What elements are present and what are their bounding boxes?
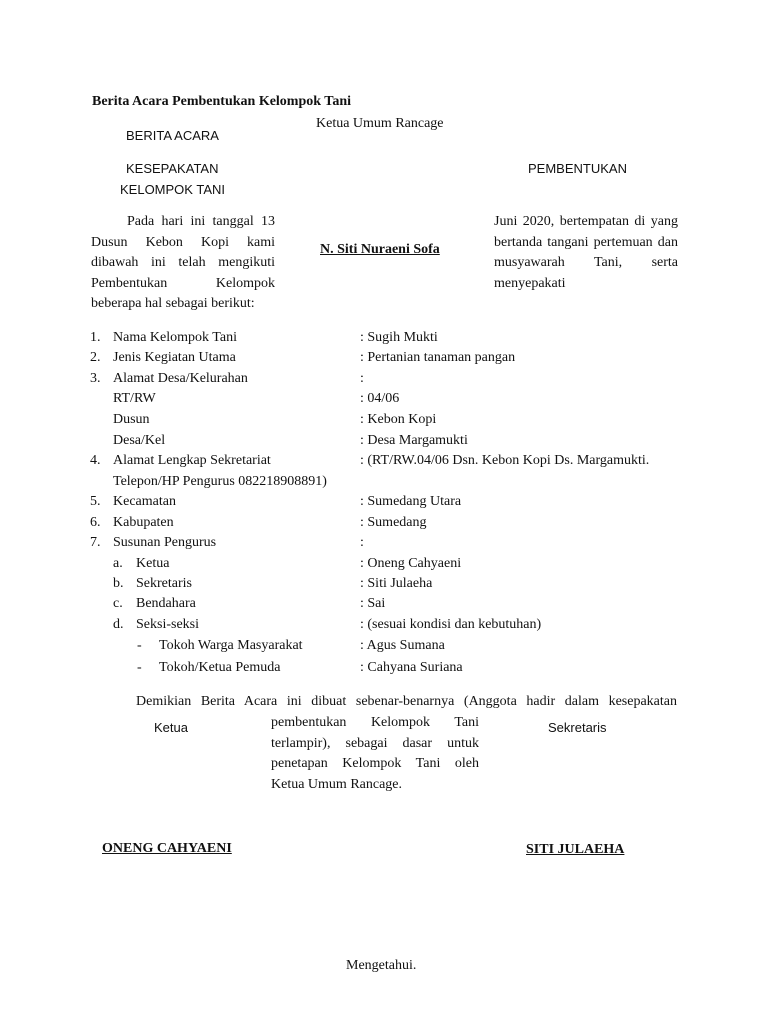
list-item <box>0 474 768 494</box>
item-label: Desa/Kel <box>113 433 166 448</box>
closing-body: pembentukan Kelompok Tani terlampir), sebagai dasar untuk penetapan Kelompok Tani oleh Ketua Umum Rancage. <box>271 715 479 792</box>
item-label: Kabupaten <box>113 515 174 530</box>
pengurus-label: Ketua <box>136 556 170 571</box>
seksi-item <box>0 660 768 680</box>
item-value: : Sumedang Utara <box>360 494 462 509</box>
signature-name-sekretaris: SITI JULAEHA <box>526 842 625 857</box>
item-number: 6. <box>90 515 101 530</box>
pengurus-label: Bendahara <box>136 596 196 611</box>
list-item <box>0 371 768 391</box>
item-number: 2. <box>90 350 101 365</box>
item-label: Nama Kelompok Tani <box>113 330 237 345</box>
item-number: 5. <box>90 494 101 509</box>
closing-line1: Demikian Berita Acara ini dibuat sebenar-benarnya (Anggota hadir dalam kesepakatan <box>136 694 677 709</box>
list-item <box>0 412 768 432</box>
seksi-label: Tokoh Warga Masyarakat <box>159 638 303 653</box>
pengurus-letter: c. <box>113 596 123 611</box>
item-number: 4. <box>90 453 101 468</box>
seksi-value: : Cahyana Suriana <box>360 660 463 675</box>
intro-right-text: Juni 2020, bertempatan di yang bertanda tangani pertemuan dan musyawarah Tani, serta menyepakati <box>494 214 678 291</box>
pengurus-item <box>0 576 768 596</box>
list-item <box>0 515 768 535</box>
item-label: Susunan Pengurus <box>113 535 217 550</box>
list-item <box>0 391 768 411</box>
item-label: Telepon/HP Pengurus 082218908891) <box>113 474 327 489</box>
seksi-value: : Agus Sumana <box>360 638 445 653</box>
item-value: : 04/06 <box>360 391 400 406</box>
seksi-label: Tokoh/Ketua Pemuda <box>159 660 281 675</box>
header-kelompok-tani: KELOMPOK TANI <box>120 182 225 197</box>
pengurus-value: : Sai <box>360 596 386 611</box>
document-title: Berita Acara Pembentukan Kelompok Tani <box>92 94 352 109</box>
item-label: Kecamatan <box>113 494 176 509</box>
pengurus-item <box>0 556 768 576</box>
list-item <box>0 433 768 453</box>
pengurus-letter: d. <box>113 617 124 632</box>
pengurus-value: : Siti Julaeha <box>360 576 433 591</box>
header-pembentukan: PEMBENTUKAN <box>528 161 627 176</box>
list-item <box>0 494 768 514</box>
list-item <box>0 330 768 350</box>
item-value: : Desa Margamukti <box>360 433 468 448</box>
item-number: 3. <box>90 371 101 386</box>
overlay-name-nuraeni: N. Siti Nuraeni Sofa <box>320 242 440 257</box>
mengetahui-label: Mengetahui. <box>346 958 417 973</box>
header-kesepakatan: KESEPAKATAN <box>126 161 219 176</box>
item-value: : (RT/RW.04/06 Dsn. Kebon Kopi Ds. Margamukti. <box>360 453 650 468</box>
seksi-dash: - <box>137 638 142 653</box>
list-item <box>0 350 768 370</box>
pengurus-value: : (sesuai kondisi dan kebutuhan) <box>360 617 542 632</box>
pengurus-item <box>0 617 768 637</box>
intro-left-text: Pada hari ini tanggal 13 Dusun Kebon Kopi kami dibawah ini telah mengikuti Pembentukan Kelompok beberapa hal sebagai berikut: <box>91 214 275 311</box>
pengurus-label: Sekretaris <box>136 576 192 591</box>
item-value: : Pertanian tanaman pangan <box>360 350 516 365</box>
item-number: 1. <box>90 330 101 345</box>
item-value: : <box>360 371 364 386</box>
pengurus-item <box>0 596 768 616</box>
list-item <box>0 535 768 555</box>
item-value: : Sugih Mukti <box>360 330 438 345</box>
item-value: : Sumedang <box>360 515 427 530</box>
item-value: : Kebon Kopi <box>360 412 437 427</box>
pengurus-label: Seksi-seksi <box>136 617 199 632</box>
item-label: RT/RW <box>113 391 156 406</box>
seksi-dash: - <box>137 660 142 675</box>
pengurus-value: : Oneng Cahyaeni <box>360 556 462 571</box>
item-label: Dusun <box>113 412 150 427</box>
closing-ketua-label: Ketua <box>154 720 188 735</box>
item-label: Alamat Desa/Kelurahan <box>113 371 248 386</box>
seksi-item <box>0 638 768 658</box>
pengurus-letter: b. <box>113 576 124 591</box>
item-value: : <box>360 535 364 550</box>
closing-sekretaris-label: Sekretaris <box>548 720 607 735</box>
pengurus-letter: a. <box>113 556 123 571</box>
item-label: Alamat Lengkap Sekretariat <box>113 453 271 468</box>
list-item <box>0 453 768 473</box>
item-number: 7. <box>90 535 101 550</box>
header-overlay-ketua-umum: Ketua Umum Rancage <box>316 116 444 131</box>
item-label: Jenis Kegiatan Utama <box>113 350 236 365</box>
signature-name-ketua: ONENG CAHYAENI <box>102 841 232 856</box>
header-berita-acara: BERITA ACARA <box>126 128 219 143</box>
